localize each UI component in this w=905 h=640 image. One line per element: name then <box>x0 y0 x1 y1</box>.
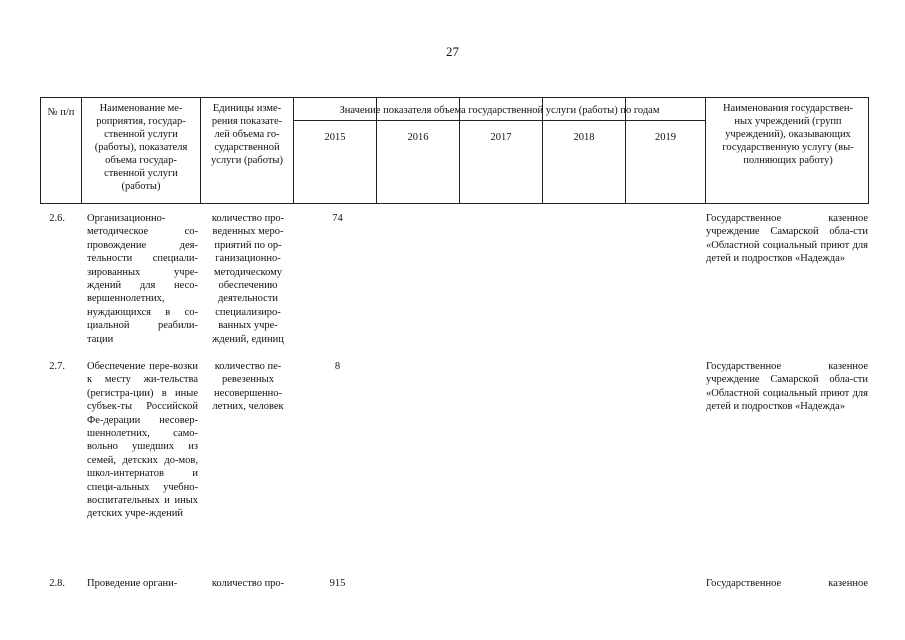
header-year-2017: 2017 <box>490 132 512 143</box>
row-institution: Государственное казенное учреждение Самарской обла-сти «Областной социальный приют для детей и подростков «Надежда» <box>706 361 868 413</box>
row-unit: количество про- веденных меро- приятий по ор- ганизационно- методическому обеспечению деятельности специализиро- ванных учре- ждений, единиц <box>211 213 285 345</box>
header-value-group: Значение показателя объема государственной услуги (работы) по годам <box>339 105 660 116</box>
page-number: 27 <box>446 44 459 59</box>
row-name: Организационно-методическое со-провождение дея-тельности специали-зированных учре-ждений для несо-вершеннолетних, нуждающихся в со-циальной реабили-тации <box>87 213 198 345</box>
row-value-2015: 915 <box>329 578 346 589</box>
header-unit: Единицы изме- рения показате- лей объема го- сударственной услуги (работы) <box>211 103 283 166</box>
header-institutions: Наименования государствен- ных учреждений (групп учреждений), оказывающих государственную услугу (вы- полняющих работу) <box>722 103 854 166</box>
header-year-2015: 2015 <box>324 132 346 143</box>
header-year-2018: 2018 <box>573 132 595 143</box>
row-value-2015: 8 <box>334 361 341 372</box>
header-name: Наименование ме- роприятия, государ- ственной услуги (работы), показателя объема государ- ственной услуги (работы) <box>94 103 188 192</box>
row-name: Проведение органи- <box>87 578 178 589</box>
row-name: Обеспечение пере-возки к месту жи-тельства (регистра-ции) в иные субъек-ты Российской Фе-дерации несовер-шеннолетних, само-вольно ушедших из семей, детских до-мов, школ-интернатов и специ-альных учебно-воспитательных и иных детских учре-ждений <box>87 361 198 520</box>
row-unit: количество пе- ревезенных несовершенно- летних, человек <box>212 361 284 413</box>
row-unit: количество про- <box>211 578 285 589</box>
header-year-2019: 2019 <box>655 132 676 143</box>
row-institution: Государственное казенное учреждение Самарской обла-сти «Областной социальный приют для детей и подростков «Надежда» <box>706 213 868 265</box>
row-number: 2.6. <box>49 213 65 224</box>
row-number: 2.8. <box>49 578 65 589</box>
header-year-2016: 2016 <box>407 132 429 143</box>
header-num: № п/п <box>47 107 75 118</box>
row-number: 2.7. <box>49 361 65 372</box>
table-header <box>40 97 869 204</box>
row-institution: Государственное казенное <box>706 578 868 589</box>
row-value-2015: 74 <box>332 213 343 224</box>
